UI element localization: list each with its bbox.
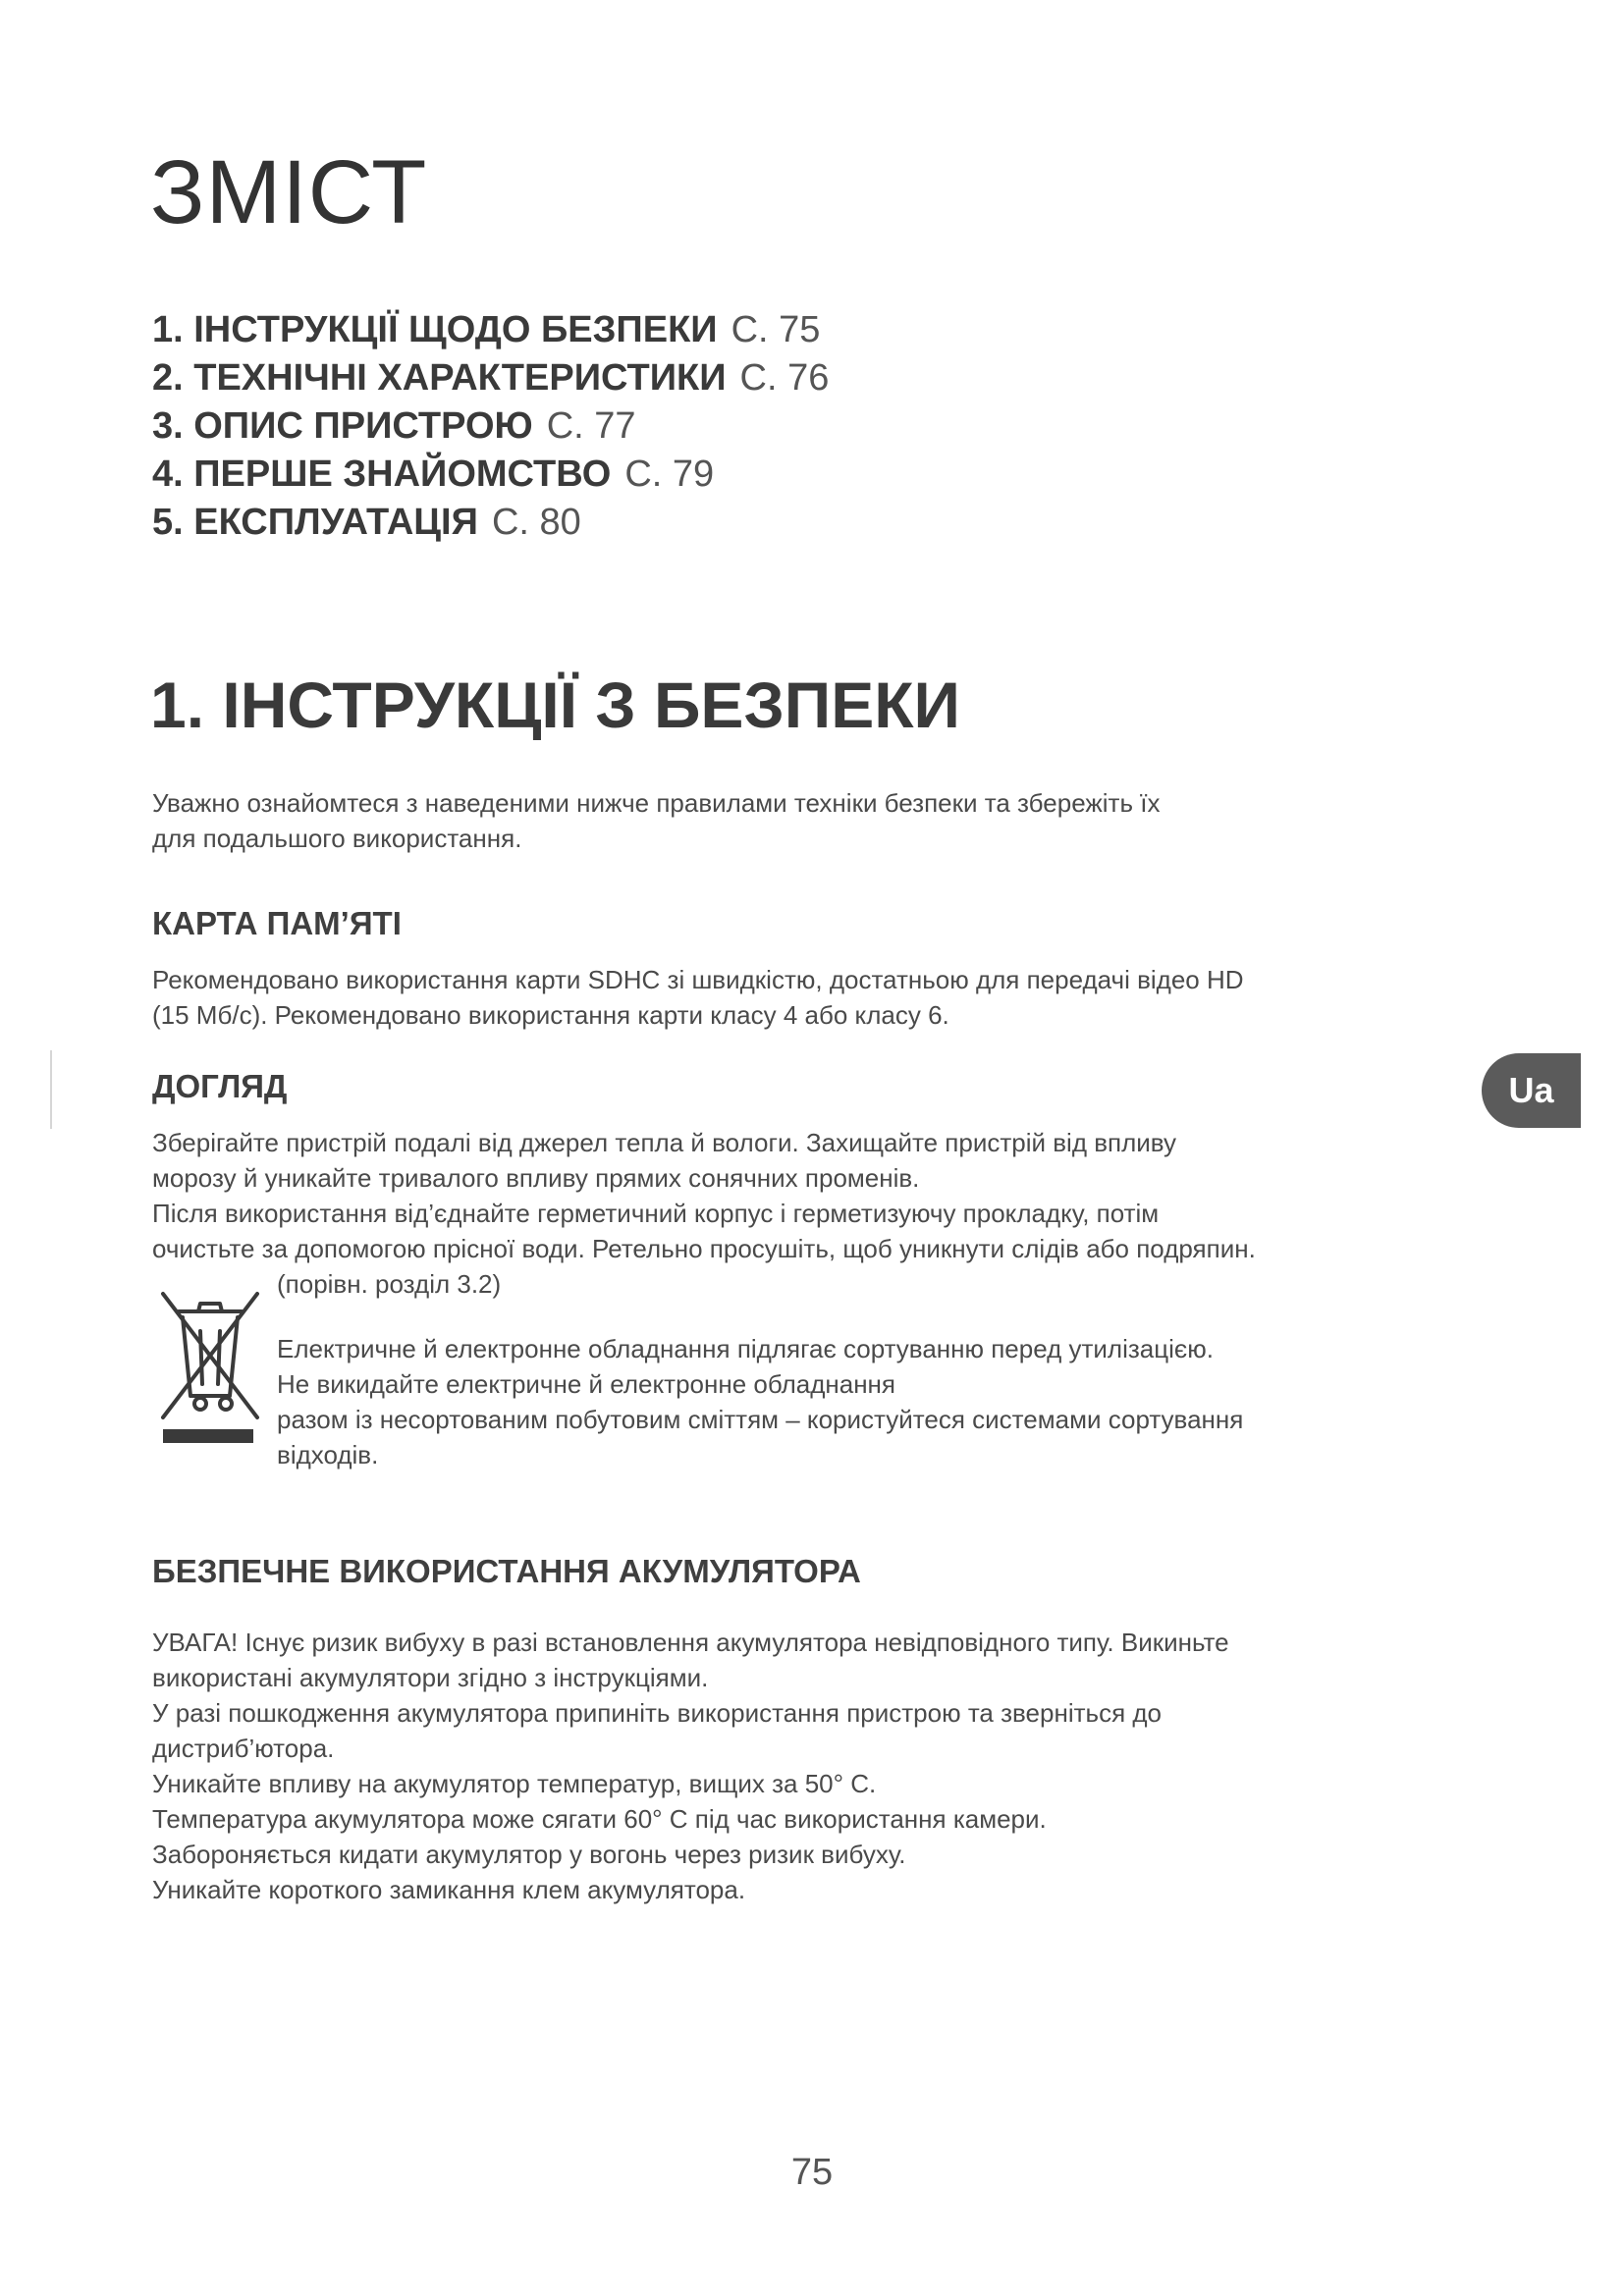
battery-heading: БЕЗПЕЧНЕ ВИКОРИСТАННЯ АКУМУЛЯТОРА (152, 1553, 861, 1589)
battery-line: використані акумулятори згідно з інструкціями. (152, 1663, 709, 1692)
intro-line: для подальшого використання. (152, 824, 522, 853)
care-line: Зберігайте пристрій подалі від джерел тепла й вологи. Захищайте пристрій від впливу (152, 1128, 1177, 1157)
battery-line: Температура акумулятора може сягати 60° С під час використання камери. (152, 1804, 1047, 1834)
care-line: очистьте за допомогою прісної води. Ретельно просушіть, щоб уникнути слідів або подряпин. (152, 1234, 1256, 1263)
disposal-line: відходів. (277, 1440, 379, 1469)
care-paragraph (152, 1125, 1256, 1302)
disposal-line: Не викидайте електричне й електронне обладнання (277, 1369, 895, 1399)
toc-item-page: С. 77 (546, 405, 636, 447)
weee-crossed-bin-icon (157, 1286, 261, 1445)
language-tab[interactable]: Ua (1482, 1053, 1581, 1128)
memory-card-line: (15 Мб/с). Рекомендовано використання карти класу 4 або класу 6. (152, 1000, 949, 1030)
toc-item-getting-started[interactable] (152, 451, 829, 499)
disposal-line: Електричне й електронне обладнання підлягає сортуванню перед утилізацією. (277, 1334, 1214, 1363)
toc-list (152, 306, 829, 547)
section-title: 1. ІНСТРУКЦІЇ З БЕЗПЕКИ (150, 668, 960, 741)
toc-item-title: 5. ЕКСПЛУАТАЦІЯ (152, 502, 478, 543)
battery-line: Уникайте короткого замикання клем акумулятора. (152, 1875, 746, 1904)
battery-line: У разі пошкодження акумулятора припиніть використання пристрою та зверніться до (152, 1698, 1163, 1728)
care-line: морозу й уникайте тривалого впливу прямих сонячних променів. (152, 1163, 920, 1193)
toc-item-title: 1. ІНСТРУКЦІЇ ЩОДО БЕЗПЕКИ (152, 309, 718, 350)
disposal-line: разом із несортованим побутовим сміттям – користуйтеся системами сортування (277, 1405, 1244, 1434)
toc-item-page: С. 80 (491, 502, 581, 543)
battery-line: Забороняється кидати акумулятор у вогонь через ризик вибуху. (152, 1840, 906, 1869)
care-line: Після використання від’єднайте герметичний корпус і герметизуючу прокладку, потім (152, 1199, 1160, 1228)
toc-item-operation[interactable] (152, 499, 829, 547)
memory-card-paragraph (152, 962, 1244, 1033)
care-heading: ДОГЛЯД (152, 1068, 288, 1104)
toc-item-page: С. 79 (624, 454, 715, 495)
memory-card-heading: КАРТА ПАМ’ЯТІ (152, 905, 402, 941)
toc-item-description[interactable] (152, 402, 829, 451)
battery-line: дистриб’ютора. (152, 1734, 335, 1763)
toc-item-title: 2. ТЕХНІЧНІ ХАРАКТЕРИСТИКИ (152, 357, 727, 399)
disposal-paragraph (277, 1331, 1243, 1472)
intro-paragraph (152, 785, 1160, 856)
toc-title: ЗМІСТ (150, 142, 428, 242)
toc-item-safety[interactable] (152, 306, 829, 354)
side-divider (50, 1050, 52, 1129)
battery-line: УВАГА! Існує ризик вибуху в разі встановлення акумулятора невідповідного типу. Викиньте (152, 1628, 1229, 1657)
care-line: (порівн. розділ 3.2) (277, 1269, 502, 1299)
intro-line: Уважно ознайомтеся з наведеними нижче правилами техніки безпеки та збережіть їх (152, 788, 1161, 818)
battery-line: Уникайте впливу на акумулятор температур, вищих за 50° С. (152, 1769, 877, 1798)
toc-item-specs[interactable] (152, 354, 829, 402)
toc-item-page: С. 76 (739, 357, 830, 399)
battery-paragraph (152, 1625, 1229, 1907)
toc-item-page: С. 75 (731, 309, 821, 350)
toc-item-title: 3. ОПИС ПРИСТРОЮ (152, 405, 533, 447)
memory-card-line: Рекомендовано використання карти SDHC зі швидкістю, достатньою для передачі відео HD (152, 965, 1244, 994)
page-number: 75 (790, 2152, 834, 2193)
toc-item-title: 4. ПЕРШЕ ЗНАЙОМСТВО (152, 454, 612, 495)
